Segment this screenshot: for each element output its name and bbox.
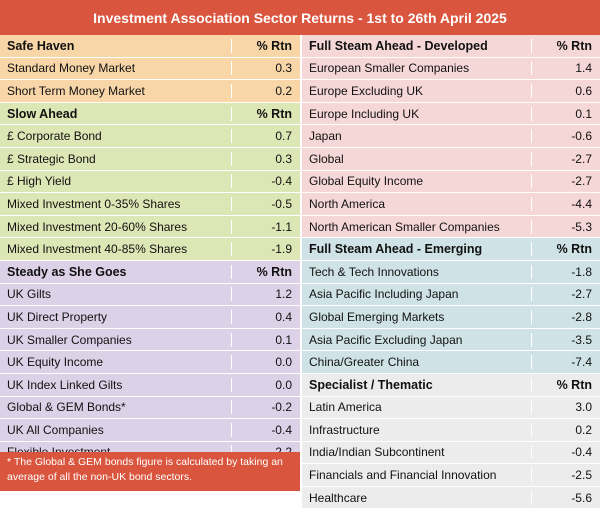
- table-row: [302, 442, 600, 465]
- column-header-return: % Rtn: [531, 242, 600, 256]
- sector-return: -5.6: [531, 491, 600, 505]
- table-row: [0, 397, 300, 420]
- sector-return: -0.4: [231, 423, 300, 437]
- sector-return: -5.3: [531, 220, 600, 234]
- table-row: [302, 193, 600, 216]
- sector-name: UK Direct Property: [7, 309, 108, 324]
- section-header-specialist-thematic: [302, 374, 600, 397]
- table-row: [302, 487, 600, 509]
- table-row: [0, 374, 300, 397]
- table-row: [0, 80, 300, 103]
- sector-name: Europe Including UK: [309, 106, 420, 121]
- sector-return: 0.7: [231, 129, 300, 143]
- sector-return: 1.2: [231, 287, 300, 301]
- sector-name: UK Gilts: [7, 287, 52, 302]
- sector-name: £ High Yield: [7, 174, 72, 189]
- sector-name: UK Index Linked Gilts: [7, 377, 123, 392]
- section-title: Full Steam Ahead - Developed: [309, 38, 488, 53]
- table-row: [0, 351, 300, 374]
- table-row: [302, 58, 600, 81]
- sector-name: UK Equity Income: [7, 355, 104, 370]
- column-header-return: % Rtn: [231, 107, 300, 121]
- sector-return: 1.4: [531, 61, 600, 75]
- sector-return: -1.8: [531, 265, 600, 279]
- sector-name: Mixed Investment 20-60% Shares: [7, 219, 188, 234]
- sector-return: 3.0: [531, 400, 600, 414]
- table-row: [0, 148, 300, 171]
- sector-return: 0.3: [231, 152, 300, 166]
- table-row: [0, 238, 300, 261]
- section-title: Slow Ahead: [7, 106, 78, 121]
- sector-name: Global: [309, 151, 344, 166]
- sector-return: -2.8: [531, 310, 600, 324]
- table-row: [0, 125, 300, 148]
- sector-name: Financials and Financial Innovation: [309, 468, 497, 483]
- sector-name: India/Indian Subcontinent: [309, 445, 445, 460]
- table-row: [302, 103, 600, 126]
- section-header-steady-as-she-goes: [0, 261, 300, 284]
- table-row: [0, 171, 300, 194]
- section-header-safe-haven: [0, 35, 300, 58]
- page-title: Investment Association Sector Returns - 1st to 26th April 2025: [0, 0, 600, 35]
- sector-return: 0.0: [231, 378, 300, 392]
- sector-return: -0.5: [231, 197, 300, 211]
- sector-name: European Smaller Companies: [309, 61, 470, 76]
- sector-return: 0.2: [231, 84, 300, 98]
- sector-name: North America: [309, 196, 386, 211]
- sector-return: -0.4: [531, 445, 600, 459]
- section-title: Steady as She Goes: [7, 264, 127, 279]
- section-title: Full Steam Ahead - Emerging: [309, 242, 483, 257]
- table-row: [0, 284, 300, 307]
- sector-return: -0.6: [531, 129, 600, 143]
- sector-name: Global Equity Income: [309, 174, 424, 189]
- table-row: [302, 397, 600, 420]
- table-row: [302, 216, 600, 239]
- column-header-return: % Rtn: [531, 378, 600, 392]
- section-header-full-steam-ahead-developed: [302, 35, 600, 58]
- table-row: [0, 306, 300, 329]
- column-header-return: % Rtn: [531, 39, 600, 53]
- sector-name: Healthcare: [309, 490, 368, 505]
- sector-name: Japan: [309, 129, 342, 144]
- table-row: [302, 351, 600, 374]
- sector-return: 0.4: [231, 310, 300, 324]
- sector-return: 0.2: [531, 423, 600, 437]
- sector-name: Mixed Investment 0-35% Shares: [7, 196, 181, 211]
- footnote: * The Global & GEM bonds figure is calculated by taking an average of all the non-UK bond sectors.: [0, 452, 300, 491]
- sector-name: Short Term Money Market: [7, 83, 145, 98]
- sector-return: -1.1: [231, 220, 300, 234]
- sector-name: Standard Money Market: [7, 61, 136, 76]
- sector-name: Tech & Tech Innovations: [309, 264, 439, 279]
- table-row: [0, 419, 300, 442]
- table-row: [0, 193, 300, 216]
- section-header-slow-ahead: [0, 103, 300, 126]
- sector-name: Europe Excluding UK: [309, 83, 424, 98]
- table-row: [302, 284, 600, 307]
- sector-return: -0.2: [231, 400, 300, 414]
- column-header-return: % Rtn: [231, 265, 300, 279]
- sector-return: -1.9: [231, 242, 300, 256]
- section-header-full-steam-ahead-emerging: [302, 238, 600, 261]
- sector-name: Asia Pacific Excluding Japan: [309, 332, 463, 347]
- section-title: Safe Haven: [7, 38, 75, 53]
- sector-return: -3.5: [531, 333, 600, 347]
- sector-return: 0.1: [531, 107, 600, 121]
- table-row: [302, 329, 600, 352]
- table-row: [0, 58, 300, 81]
- sector-name: Global & GEM Bonds*: [7, 400, 126, 415]
- sector-return: -2.7: [531, 174, 600, 188]
- sector-return: -2.7: [531, 152, 600, 166]
- sector-return: 0.0: [231, 355, 300, 369]
- left-column: [0, 35, 300, 464]
- sector-name: UK All Companies: [7, 422, 104, 437]
- sector-return: 0.6: [531, 84, 600, 98]
- sector-return: -4.4: [531, 197, 600, 211]
- sector-name: Latin America: [309, 400, 382, 415]
- table-row: [302, 306, 600, 329]
- table-row: [302, 125, 600, 148]
- table-row: [0, 329, 300, 352]
- sector-return: 0.1: [231, 333, 300, 347]
- section-title: Specialist / Thematic: [309, 377, 433, 392]
- sector-name: Mixed Investment 40-85% Shares: [7, 242, 188, 257]
- sector-return: 0.3: [231, 61, 300, 75]
- sector-return: -0.4: [231, 174, 300, 188]
- table-row: [302, 261, 600, 284]
- sector-name: £ Corporate Bond: [7, 129, 102, 144]
- sector-return: -7.4: [531, 355, 600, 369]
- table-row: [302, 464, 600, 487]
- right-column: [302, 35, 600, 509]
- sector-name: UK Smaller Companies: [7, 332, 132, 347]
- sector-return: -2.5: [531, 468, 600, 482]
- column-header-return: % Rtn: [231, 39, 300, 53]
- table-row: [302, 171, 600, 194]
- table-row: [0, 216, 300, 239]
- sector-name: Asia Pacific Including Japan: [309, 287, 459, 302]
- sector-name: £ Strategic Bond: [7, 151, 96, 166]
- sector-return: -2.7: [531, 287, 600, 301]
- table-row: [302, 419, 600, 442]
- sector-name: China/Greater China: [309, 355, 420, 370]
- sector-name: North American Smaller Companies: [309, 219, 500, 234]
- table-row: [302, 80, 600, 103]
- sector-name: Global Emerging Markets: [309, 309, 445, 324]
- table-row: [302, 148, 600, 171]
- sector-name: Infrastructure: [309, 422, 380, 437]
